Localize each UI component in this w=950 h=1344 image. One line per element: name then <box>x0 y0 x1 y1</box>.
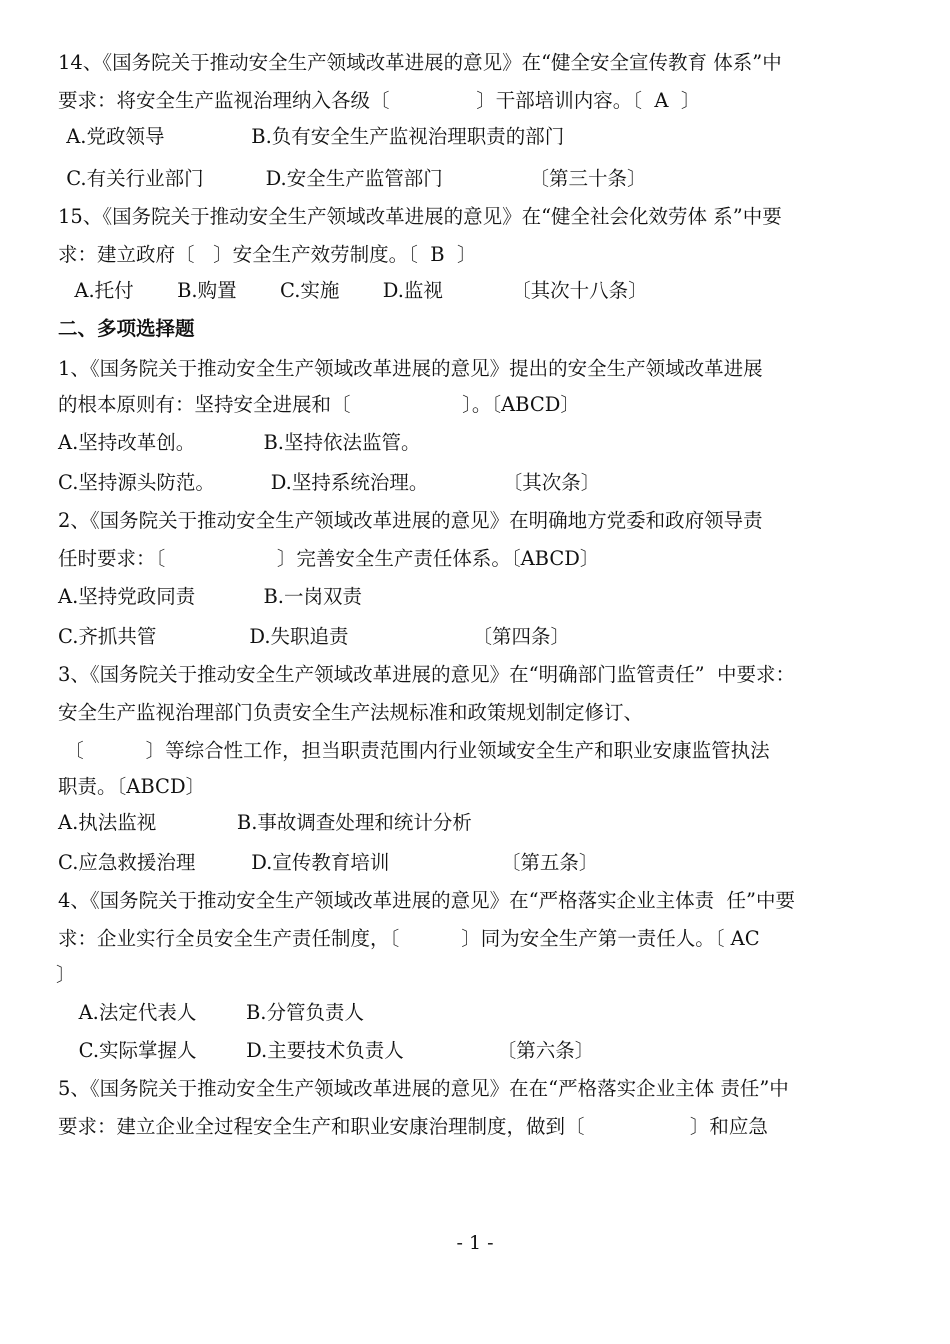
text-line: C.坚持源头防范。 D.坚持系统治理。 〔其次条〕 <box>58 471 601 494</box>
text-line: 求：建立政府〔 〕安全生产效劳制度。〔 B 〕 <box>58 243 477 266</box>
text-line: 职责。〔ABCD〕 <box>58 775 206 798</box>
page-number: - 1 - <box>456 1232 494 1254</box>
text-line: A.党政领导 B.负有安全生产监视治理职责的部门 <box>60 125 565 148</box>
text-line: 要求：将安全生产监视治理纳入各级〔 〕干部培训内容。〔 A 〕 <box>58 89 701 112</box>
text-line: 安全生产监视治理部门负责安全生产法规标准和政策规划制定修订、 <box>58 701 644 724</box>
text-line: 5、《国务院关于推动安全生产领域改革进展的意见》在在“严格落实企业主体 责任”中 <box>58 1077 789 1100</box>
text-line: 1、《国务院关于推动安全生产领域改革进展的意见》提出的安全生产领域改革进展 <box>58 357 763 380</box>
text-line: 4、《国务院关于推动安全生产领域改革进展的意见》在“严格落实企业主体责 任”中要 <box>58 889 795 912</box>
section-heading: 二、多项选择题 <box>58 317 195 340</box>
text-line: 〔 〕等综合性工作，担当职责范围内行业领域安全生产和职业安康监管执法 <box>58 739 770 762</box>
text-line: 要求：建立企业全过程安全生产和职业安康治理制度，做到〔 〕和应急 <box>58 1115 768 1138</box>
text-line: 14、《国务院关于推动安全生产领域改革进展的意见》在“健全安全宣传教育 体系”中 <box>58 51 782 74</box>
text-line: 求：企业实行全员安全生产责任制度，〔 〕同为安全生产第一责任人。〔 AC <box>58 927 760 950</box>
text-line: C.有关行业部门 D.安全生产监管部门 〔第三十条〕 <box>60 167 647 190</box>
text-line: C.应急救援治理 D.宣传教育培训 〔第五条〕 <box>58 851 599 874</box>
text-line: A.坚持党政同责 B.一岗双责 <box>58 585 362 608</box>
text-line: 的根本原则有：坚持安全进展和〔 〕。〔ABCD〕 <box>58 393 580 416</box>
text-line: 任时要求：〔 〕完善安全生产责任体系。〔ABCD〕 <box>58 547 600 570</box>
text-line: 〕 <box>56 963 76 986</box>
text-line: 2、《国务院关于推动安全生产领域改革进展的意见》在明确地方党委和政府领导责 <box>58 509 763 532</box>
text-line: C.齐抓共管 D.失职追责 〔第四条〕 <box>58 625 571 648</box>
text-line: A.法定代表人 B.分管负责人 <box>60 1001 364 1024</box>
text-line: A.托付 B.购置 C.实施 D.监视 〔其次十八条〕 <box>62 279 648 302</box>
text-line: C.实际掌握人 D.主要技术负责人 〔第六条〕 <box>60 1039 595 1062</box>
text-line: 3、《国务院关于推动安全生产领域改革进展的意见》在“明确部门监管责任” 中要求： <box>58 663 795 686</box>
text-line: A.坚持改革创。 B.坚持依法监管。 <box>58 431 421 454</box>
text-line: A.执法监视 B.事故调查处理和统计分析 <box>58 811 472 834</box>
text-line: 15、《国务院关于推动安全生产领域改革进展的意见》在“健全社会化效劳体 系”中要 <box>58 205 782 228</box>
